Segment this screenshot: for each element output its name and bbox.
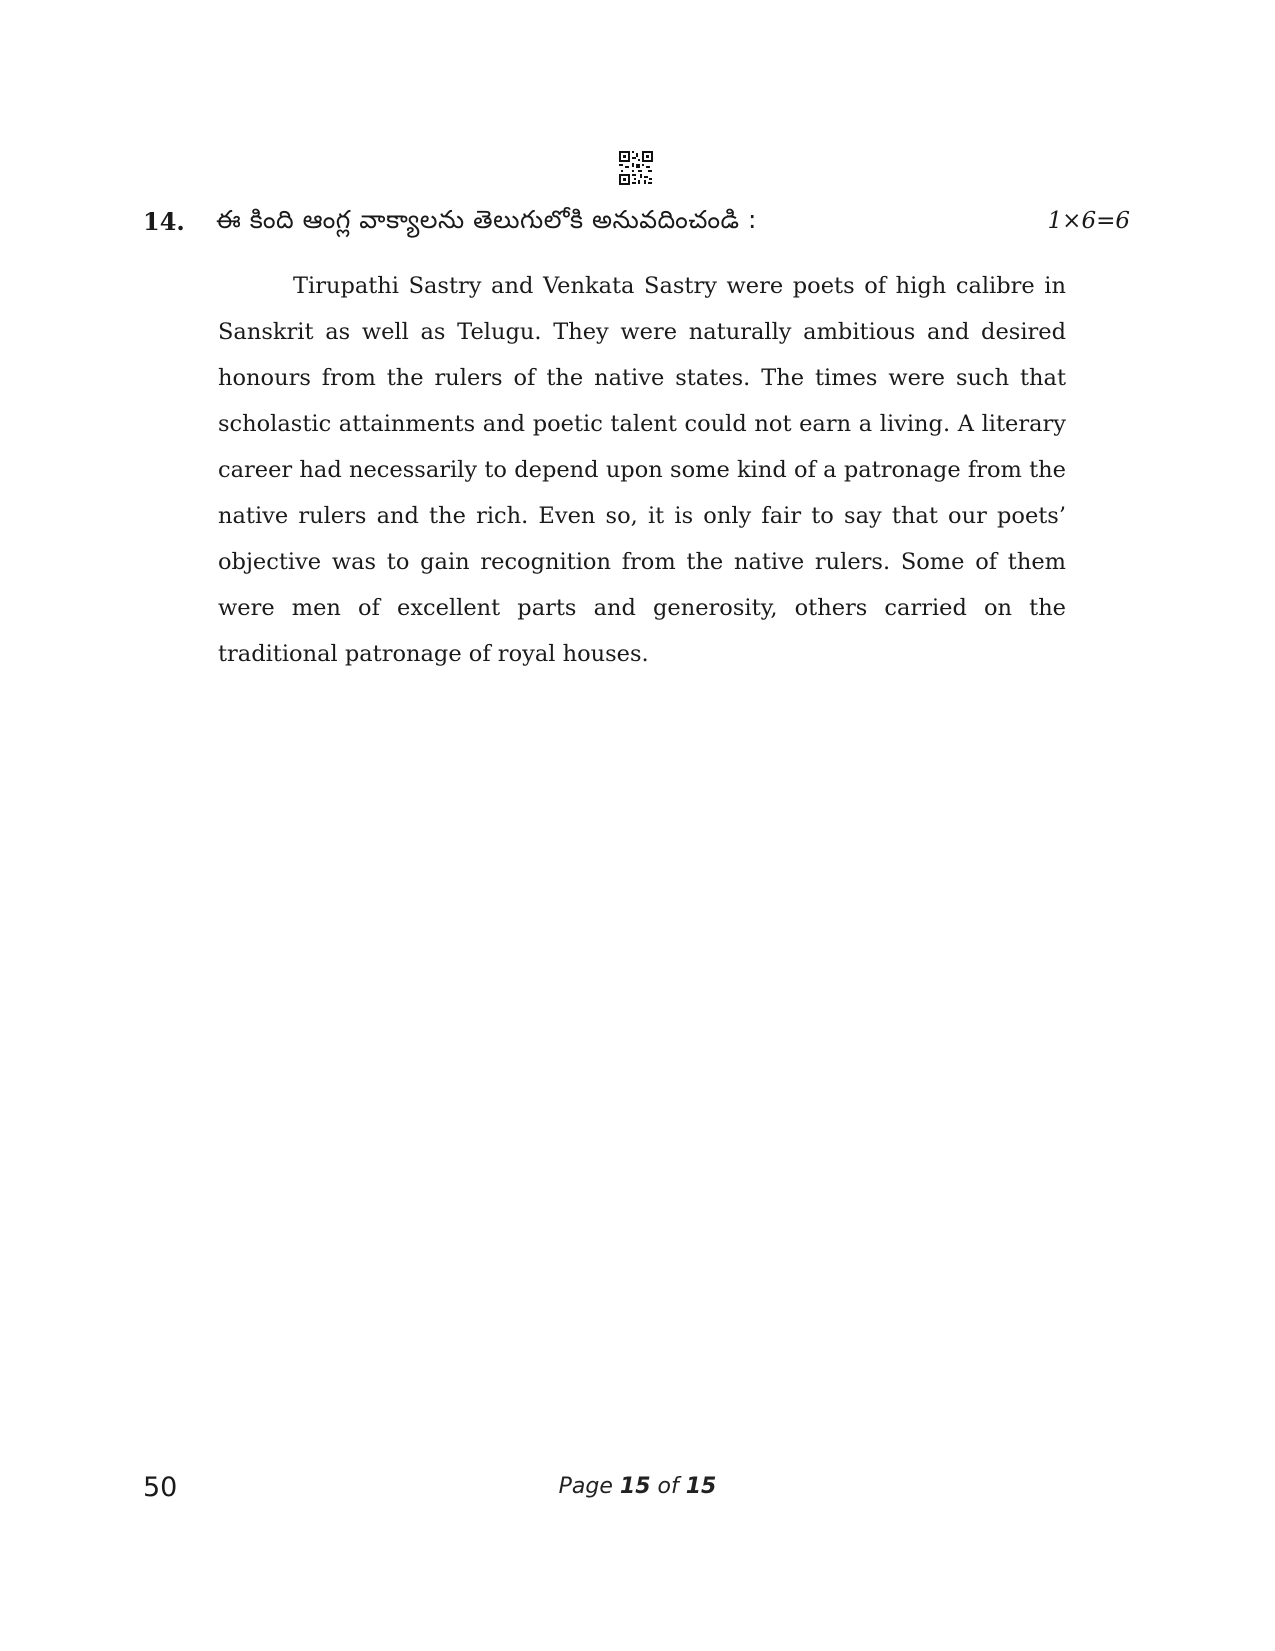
page-footer bbox=[0, 1474, 1275, 1499]
question-marks: 1×6=6 bbox=[1047, 208, 1130, 234]
question-number: 14. bbox=[143, 207, 185, 236]
question-instruction: ఈ కింది ఆంగ్ల వాక్యాలను తెలుగులోకి అనువదించండి : bbox=[216, 205, 757, 234]
of-word: of bbox=[657, 1474, 679, 1499]
page-code: 50 bbox=[143, 1472, 178, 1503]
page-word: Page bbox=[558, 1474, 613, 1499]
qr-code-icon bbox=[618, 150, 654, 186]
passage-text: Tirupathi Sastry and Venkata Sastry were poets of high calibre in Sanskrit as well as Telugu. They were naturally ambitious and desired honours from the rulers of the native states. The times were such that scholastic attainments and poetic talent could not earn a living. A literary career had necessarily to depend upon some kind of a patronage from the native rulers and the rich. Even so, it is only fair to say that our poets’ objective was to gain recognition from the native rulers. Some of them were men of excellent parts and generosity, others carried on the traditional patronage of royal houses. bbox=[218, 273, 1066, 667]
total-pages: 15 bbox=[685, 1474, 717, 1499]
current-page: 15 bbox=[619, 1474, 651, 1499]
